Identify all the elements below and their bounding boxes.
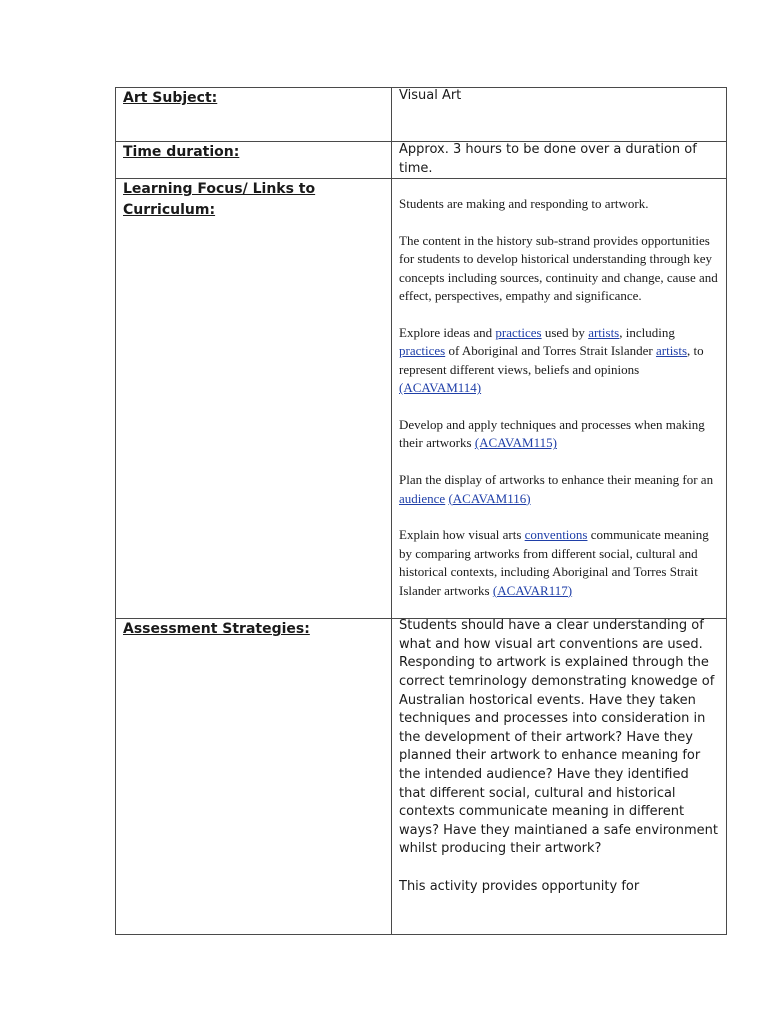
assessment-content-cell [392,619,727,935]
focus-text: , to represent different views, beliefs and opinions [399,343,704,377]
row-time-duration [116,142,727,179]
row-learning-focus [116,179,727,619]
focus-text: , including [619,325,675,340]
assessment-label-cell [116,619,392,935]
audience-link[interactable]: audience [399,490,446,506]
acavam114-link[interactable]: (ACAVAM114) [399,380,482,396]
time-duration-value-cell [392,142,727,179]
assessment-content [392,617,726,933]
artists-link[interactable]: artists [588,325,620,340]
lesson-plan-table [115,87,727,935]
assessment-paragraph-1: Students should have a clear understanding of what and how visual art conventions are used. Responding to artwork is explained through the correct temrinology demonstrating knowedge of Australian hostorical events. Have they taken techniques and processes into consideration in the development of their artwork? Have they planned their artwork to enhance meaning for the intended audience? Have they identified that different social, cultural and historical contexts communicate meaning in different ways? Have they maintianed a safe environment whilst producing their artwork? [399,618,718,857]
focus-text: Plan the display of artworks to enhance their meaning for an [399,472,714,488]
acavam115-link[interactable]: (ACAVAM115) [474,435,557,451]
art-subject-value-cell [392,88,727,142]
art-subject-value: Visual Art [399,88,462,103]
focus-paragraph-2: The content in the history sub-strand provides opportunities for students to develop historical understanding through key concepts including sources, continuity and change, cause and effect, perspectives, empathy and significance. [399,232,718,304]
learning-focus-label-cell [116,179,392,619]
time-duration-label: Time duration: [123,144,240,160]
art-subject-label-cell [116,88,392,142]
focus-text: of Aboriginal and Torres Strait Islander [445,343,656,359]
acavam116-link[interactable]: (ACAVAM116) [448,490,531,506]
row-art-subject [116,88,727,142]
learning-focus-content-cell [392,179,727,619]
practices-link[interactable]: practices [399,343,446,359]
practices-link[interactable]: practices [495,325,542,340]
focus-paragraph-5 [399,471,718,508]
learning-focus-label: Learning Focus/ Links to Curriculum: [123,181,316,218]
focus-paragraph-1: Students are making and responding to artwork. [399,196,649,212]
learning-focus-content [392,179,726,618]
focus-text: Develop and apply techniques and processes when making their artworks [399,417,705,451]
acavar117-link[interactable]: (ACAVAR117) [492,582,573,598]
focus-text: communicate meaning by comparing artworks from different social, cultural and historical contexts, including Aboriginal and Torres Strait Islander artworks [399,527,709,598]
time-duration-label-cell [116,142,392,179]
focus-paragraph-4 [399,416,718,453]
art-subject-label: Art Subject: [123,90,218,106]
focus-text: used by [541,325,589,340]
assessment-paragraph-2: This activity provides opportunity for [399,878,640,894]
focus-paragraph-6 [399,526,718,600]
artists-link[interactable]: artists [655,343,688,359]
time-duration-value: Approx. 3 hours to be done over a duration of time. [399,142,697,176]
focus-paragraph-3 [399,324,718,398]
focus-text: Explore ideas and [399,325,496,340]
focus-text: Explain how visual arts [399,527,525,543]
row-assessment-strategies [116,619,727,935]
assessment-label: Assessment Strategies: [123,621,310,638]
conventions-link[interactable]: conventions [524,527,588,543]
